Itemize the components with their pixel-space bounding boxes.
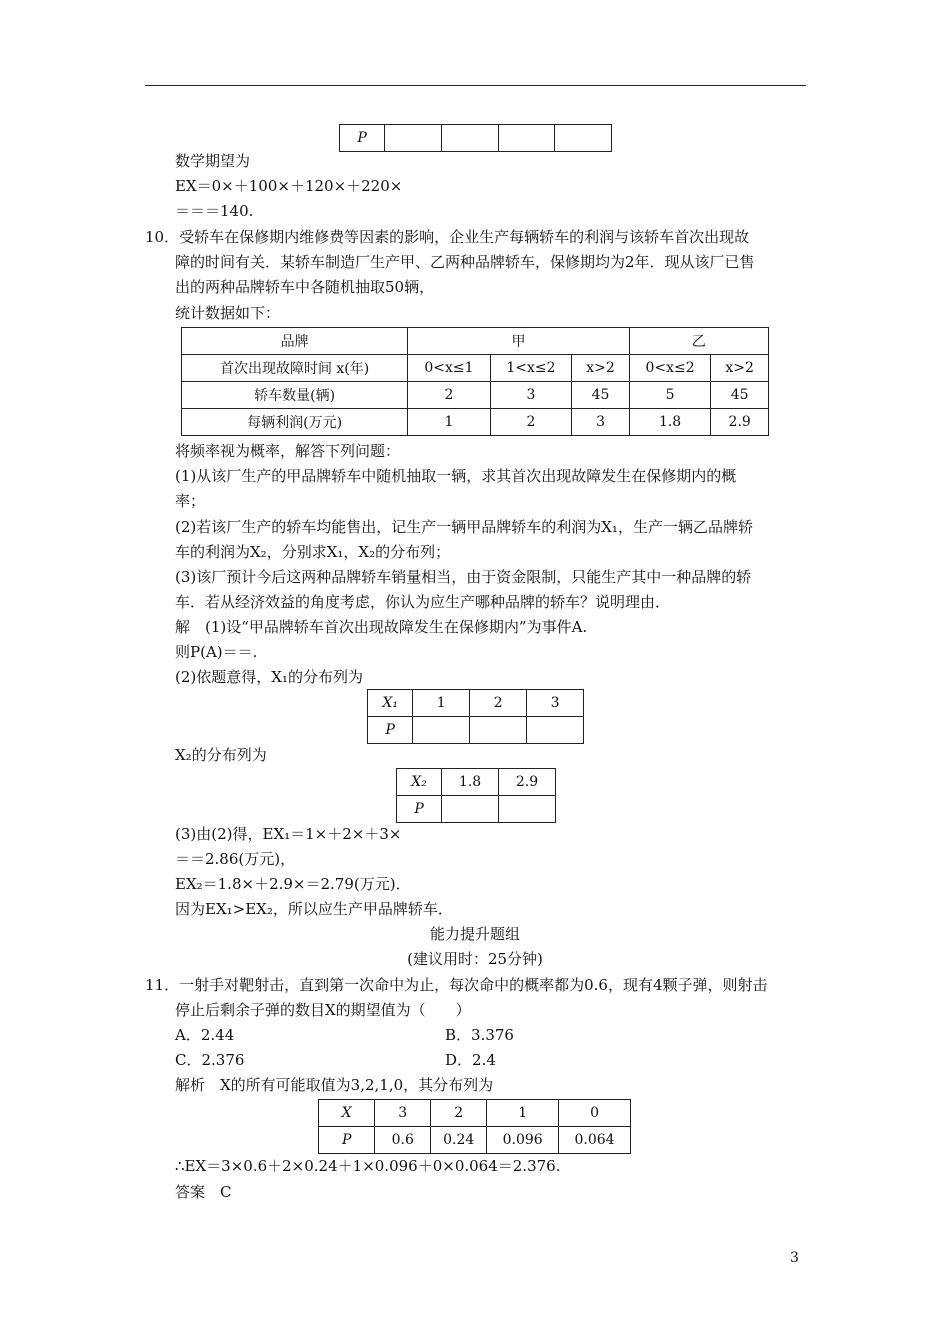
table-cell: 2: [470, 690, 527, 717]
table-cell: 3: [572, 409, 630, 436]
q10-solution-1: 解 (1)设“甲品牌轿车首次出现故障发生在保修期内”为事件A.: [175, 618, 588, 636]
row-label-count: 轿车数量(辆): [182, 382, 408, 409]
q10-solution-3: (2)依题意得，X₁的分布列为: [175, 668, 363, 686]
q10-line-2: 障的时间有关．某轿车制造厂生产甲、乙两种品牌轿车，保修期均为2年．现从该厂已售: [175, 253, 755, 271]
row-label: P: [357, 130, 367, 146]
q11-calculation: ∴EX＝3×0.6＋2×0.24＋1×0.096＋0×0.064＝2.376.: [175, 1157, 561, 1175]
q10-line-4: 统计数据如下：: [175, 304, 281, 322]
p-label: P: [341, 1132, 352, 1148]
q11-option-b: B．3.376: [445, 1026, 514, 1044]
q11-option-c: C．2.376: [175, 1051, 245, 1069]
x-header: X: [341, 1105, 352, 1121]
page-number: 3: [790, 1250, 799, 1266]
x2-distribution-table: [396, 768, 556, 823]
table-cell: 5: [629, 382, 711, 409]
q11-line-2: 停止后剩余子弹的数目X的期望值为（ ）: [175, 1001, 471, 1019]
expectation-line-2: ＝＝＝140.: [175, 202, 254, 220]
table-cell: 2: [490, 409, 572, 436]
table-cell: 1<x≤2: [490, 355, 572, 382]
q10-solution-4: X₂的分布列为: [175, 746, 267, 764]
table-cell: x>2: [711, 355, 769, 382]
header-brand-a: 甲: [408, 328, 630, 355]
table-cell: 0.064: [559, 1127, 631, 1154]
table-cell: 0.24: [431, 1127, 487, 1154]
q10-line-1: 10．受轿车在保修期内维修费等因素的影响，企业生产每辆轿车的利润与该轿车首次出现故: [145, 228, 750, 246]
table-cell: 0.6: [375, 1127, 431, 1154]
table-cell: 0.096: [487, 1127, 559, 1154]
header-rule: [145, 85, 806, 86]
table-cell: 3: [527, 690, 584, 717]
table-cell: 0<x≤1: [408, 355, 491, 382]
table-cell: 1: [408, 409, 491, 436]
q10-solution-6: ＝＝2.86(万元)，: [175, 850, 296, 868]
table-cell: 3: [375, 1100, 431, 1127]
q10-solution-7: EX₂＝1.8×＋2.9×＝2.79(万元)．: [175, 875, 411, 893]
table-cell: 45: [711, 382, 769, 409]
q10-part2-b: 车的利润为X₂，分别求X₁，X₂的分布列；: [175, 543, 451, 561]
q11-answer: 答案 C: [175, 1183, 232, 1201]
q11-distribution-table: [318, 1099, 631, 1154]
table-cell: 2: [431, 1100, 487, 1127]
x2-header: X₂: [411, 774, 427, 790]
table-cell: x>2: [572, 355, 630, 382]
table-cell: 1: [413, 690, 470, 717]
table-cell: 1: [487, 1100, 559, 1127]
header-brand-b: 乙: [629, 328, 768, 355]
top-probability-table: [339, 124, 612, 152]
row-label-failure-time: 首次出现故障时间 x(年): [182, 355, 408, 382]
x1-p-label: P: [385, 722, 395, 738]
q11-analysis: 解析 X的所有可能取值为3,2,1,0，其分布列为: [175, 1076, 494, 1094]
q11-line-1: 11．一射手对靶射击，直到第一次命中为止，每次命中的概率都为0.6，现有4颗子弹，则射击: [145, 976, 768, 994]
q10-instruction: 将频率视为概率，解答下列问题：: [175, 442, 401, 460]
header-brand: 品牌: [182, 328, 408, 355]
q10-part2-a: (2)若该厂生产的轿车均能售出，记生产一辆甲品牌轿车的利润为X₁，生产一辆乙品牌轿: [175, 518, 753, 536]
q10-part3-a: (3)该厂预计今后这两种品牌轿车销量相当，由于资金限制，只能生产其中一种品牌的轿: [175, 568, 752, 586]
q11-option-d: D．2.4: [445, 1051, 496, 1069]
table-cell: 2.9: [499, 769, 556, 796]
q10-solution-5: (3)由(2)得，EX₁＝1×＋2×＋3×: [175, 825, 402, 843]
section-title: 能力提升题组: [429, 925, 520, 943]
section-subtitle: (建议用时：25分钟): [407, 950, 543, 968]
expectation-heading: 数学期望为: [175, 152, 251, 170]
table-cell: 45: [572, 382, 630, 409]
q10-solution-2: 则P(A)＝＝.: [175, 643, 258, 661]
x1-header: X₁: [382, 695, 398, 711]
q10-line-3: 出的两种品牌轿车中各随机抽取50辆，: [175, 278, 435, 296]
table-cell: 3: [490, 382, 572, 409]
table-cell: 1.8: [442, 769, 499, 796]
table-cell: 0<x≤2: [629, 355, 711, 382]
q10-part1-a: (1)从该厂生产的甲品牌轿车中随机抽取一辆，求其首次出现故障发生在保修期内的概: [175, 467, 737, 485]
q11-option-a: A．2.44: [175, 1026, 235, 1044]
q10-part3-b: 车．若从经济效益的角度考虑，你认为应生产哪种品牌的轿车？说明理由．: [175, 593, 671, 611]
q10-solution-8: 因为EX₁>EX₂，所以应生产甲品牌轿车．: [175, 900, 453, 918]
x2-p-label: P: [414, 801, 424, 817]
q10-part1-b: 率；: [175, 492, 206, 510]
q10-stats-table: [181, 327, 769, 436]
expectation-line-1: EX＝0×＋100×＋120×＋220×: [175, 177, 403, 195]
table-cell: 1.8: [629, 409, 711, 436]
table-cell: 2.9: [711, 409, 769, 436]
x1-distribution-table: [367, 689, 584, 744]
table-cell: 0: [559, 1100, 631, 1127]
table-cell: 2: [408, 382, 491, 409]
row-label-profit: 每辆利润(万元): [182, 409, 408, 436]
